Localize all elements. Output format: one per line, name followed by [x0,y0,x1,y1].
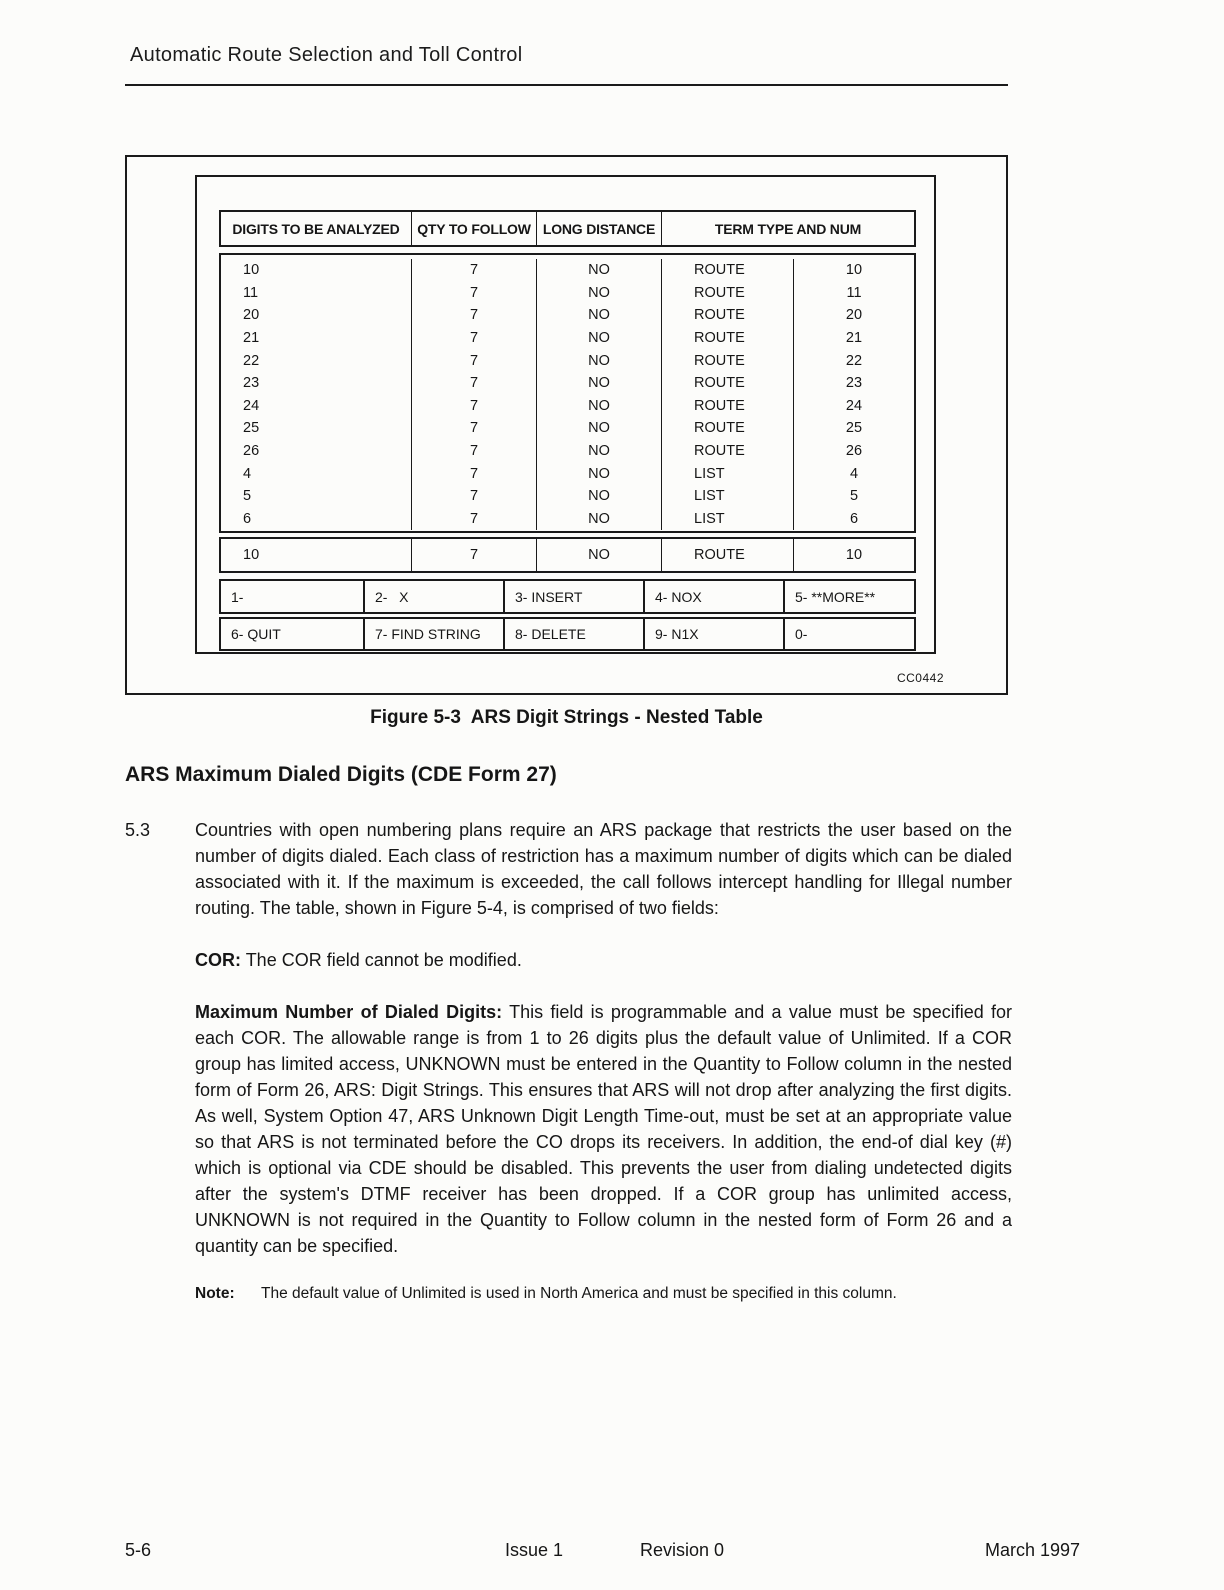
figure-code: CC0442 [896,671,944,685]
softkey-row-bottom [219,617,916,651]
cell-long-distance: NO [536,304,661,327]
footer-page-number: 5-6 [125,1540,152,1560]
cell-term-num: 21 [793,327,914,350]
cell-qty: 7 [411,508,536,531]
cell-qty: 7 [411,485,536,508]
cell-long-distance: NO [536,485,661,508]
table-row [221,462,914,485]
cell-digits: 22 [243,352,260,369]
cell-long-distance: NO [536,395,661,418]
cell-term-num: 11 [793,282,914,305]
cell-term-num: 20 [793,304,914,327]
cell-term-num: 26 [793,440,914,463]
cell-term-type: ROUTE [661,417,793,440]
table-row [221,282,914,305]
softkey-row-top [219,579,916,614]
cell-digits: 20 [243,307,260,324]
table-row [221,304,914,327]
cor-text: The COR field cannot be modified. [245,950,522,970]
figure-frame [125,155,1008,695]
cor-paragraph [195,947,1012,973]
cell-qty: 7 [411,417,536,440]
selected-entry-row [219,537,916,573]
cell-term-num: 23 [793,372,914,395]
column-header-digits: DIGITS TO BE ANALYZED [232,220,400,237]
softkey-5-more: 5- **MORE** [783,581,914,612]
cell-long-distance: NO [536,462,661,485]
cell-term-type: ROUTE [661,372,793,395]
softkey-2-x: 2- X [363,581,503,612]
paragraph-number: 5.3 [125,820,151,840]
note-block [195,1283,1012,1304]
max-digits-label: Maximum Number of Dialed Digits: [195,1002,503,1022]
softkey-9-n1x: 9- N1X [643,619,783,649]
cell-digits: 10 [243,262,260,279]
cell-term-num: 10 [793,259,914,282]
cor-label: COR: [195,950,241,970]
cell-long-distance: NO [536,539,661,571]
cell-term-type: LIST [661,485,793,508]
note-label: Note: [195,1285,235,1302]
cell-qty: 7 [411,372,536,395]
footer-date: March 1997 [985,1540,1081,1560]
table-header-row [219,210,916,247]
cell-digits: 24 [243,397,260,414]
cell-term-num: 5 [793,485,914,508]
cell-qty: 7 [411,304,536,327]
column-header-term-type: TERM TYPE AND NUM [661,212,914,245]
cell-digits: 21 [243,330,260,347]
max-digits-paragraph [195,999,1012,1259]
section-heading: ARS Maximum Dialed Digits (CDE Form 27) [125,763,557,786]
table-row [221,395,914,418]
softkey-7-find-string: 7- FIND STRING [363,619,503,649]
cell-qty: 7 [411,539,536,571]
cell-digits: 5 [243,488,252,505]
table-row [221,259,914,282]
running-header: Automatic Route Selection and Toll Control [130,44,523,66]
cell-digits: 10 [243,547,260,563]
cell-term-type: ROUTE [661,304,793,327]
table-body [219,253,916,533]
cell-term-type: LIST [661,462,793,485]
cell-long-distance: NO [536,282,661,305]
cell-qty: 7 [411,349,536,372]
header-rule [125,84,1008,86]
softkey-8-delete: 8- DELETE [503,619,643,649]
softkey-1: 1- [231,588,244,605]
cell-term-num: 24 [793,395,914,418]
cell-term-num: 22 [793,349,914,372]
cell-term-num: 4 [793,462,914,485]
cell-qty: 7 [411,259,536,282]
cell-term-num: 6 [793,508,914,531]
cell-long-distance: NO [536,327,661,350]
table-row [221,508,914,531]
column-header-long-distance: LONG DISTANCE [536,212,661,245]
cell-term-type: ROUTE [661,349,793,372]
cell-qty: 7 [411,395,536,418]
cell-term-num: 10 [793,539,914,571]
cell-term-num: 25 [793,417,914,440]
cell-term-type: ROUTE [661,395,793,418]
footer-revision: Revision 0 [640,1540,725,1560]
cell-long-distance: NO [536,349,661,372]
cell-digits: 26 [243,443,260,460]
cell-term-type: LIST [661,508,793,531]
cell-long-distance: NO [536,440,661,463]
note-text: The default value of Unlimited is used in North America and must be specified in this column. [261,1285,897,1302]
table-row [221,539,914,571]
cell-long-distance: NO [536,372,661,395]
table-row [221,440,914,463]
figure-caption: Figure 5-3 ARS Digit Strings - Nested Table [370,707,763,728]
footer-issue: Issue 1 [505,1540,564,1560]
cell-qty: 7 [411,462,536,485]
cell-digits: 4 [243,465,252,482]
table-row [221,417,914,440]
cell-term-type: ROUTE [661,282,793,305]
cell-digits: 6 [243,510,252,527]
cell-term-type: ROUTE [661,259,793,282]
paragraph-5-3 [125,817,1012,921]
cell-long-distance: NO [536,259,661,282]
cell-qty: 7 [411,282,536,305]
table-row [221,485,914,508]
cell-qty: 7 [411,440,536,463]
cell-term-type: ROUTE [661,440,793,463]
softkey-6-quit: 6- QUIT [231,626,281,642]
table-row [221,349,914,372]
table-row [221,372,914,395]
cell-term-type: ROUTE [661,327,793,350]
cell-qty: 7 [411,327,536,350]
cell-digits: 23 [243,375,260,392]
softkey-3-insert: 3- INSERT [503,581,643,612]
terminal-screen [195,175,936,654]
section-content [125,763,1012,1304]
paragraph-text: Countries with open numbering plans require an ARS package that restricts the user based on the number of digits dialed. Each class of restriction has a maximum number of digits which can be dialed associated with it. If the maximum is exceeded, the call follows intercept handling for Illegal number routing. The table, shown in Figure 5-4, is comprised of two fields: [195,820,1012,918]
softkey-0: 0- [783,619,914,649]
cell-digits: 25 [243,420,260,437]
max-digits-text: This field is programmable and a value must be specified for each COR. The allowable range is from 1 to 26 digits plus the default value of Unlimited. If a COR group has limited access, UNKNOWN must be entered in the Quantity to Follow column in the nested form of Form 26, ARS: Digit Strings. This ensures that ARS will not drop after analyzing the first digits. As well, System Option 47, ARS Unknown Digit Length Time-out, must be set at an appropriate value so that ARS is not terminated before the CO drops its receivers. In addition, the end-of dial key (#) which is optional via CDE should be disabled. This prevents the user from dialing undetected digits after the system's DTMF receiver has been dropped. If a COR group has unlimited access, UNKNOWN is not required in the Quantity to Follow column in the nested form of Form 26 and a quantity can be specified. [195,1002,1013,1256]
cell-digits: 11 [243,284,259,301]
softkey-4-nox: 4- NOX [643,581,783,612]
cell-long-distance: NO [536,508,661,531]
cell-long-distance: NO [536,417,661,440]
column-header-qty: QTY TO FOLLOW [411,212,536,245]
cell-term-type: ROUTE [661,539,793,571]
table-row [221,327,914,350]
